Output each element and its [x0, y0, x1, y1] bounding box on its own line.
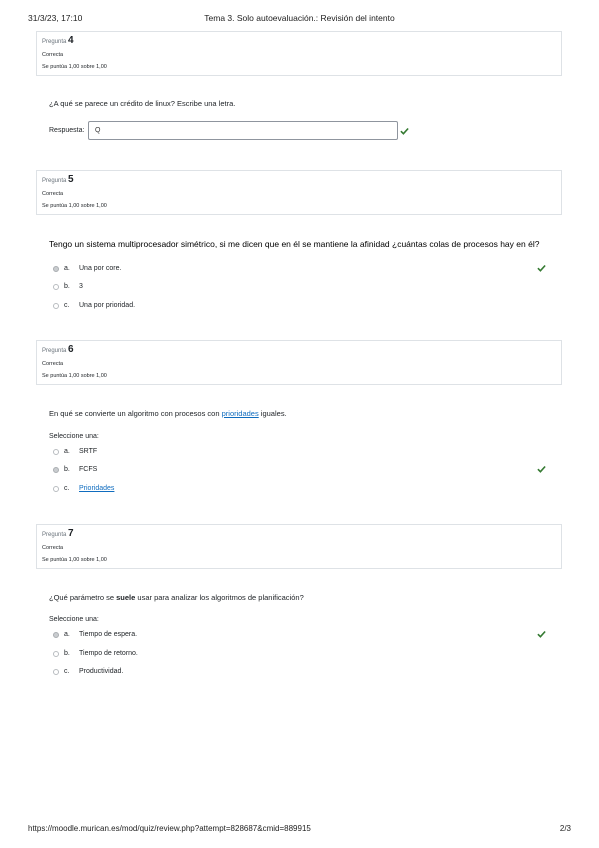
option-text — [79, 485, 114, 492]
radio-button[interactable] — [53, 651, 59, 657]
page-number: 2/3 — [559, 824, 571, 833]
question-number: Pregunta 6 — [42, 344, 74, 355]
question-text: En qué se convierte un algoritmo con procesos con prioridades iguales. — [49, 409, 287, 418]
radio-button[interactable] — [53, 449, 59, 455]
radio-button[interactable] — [53, 266, 59, 272]
answer-label: Respuesta: — [49, 127, 85, 134]
option-text: FCFS — [79, 466, 98, 473]
option-text: SRTF — [79, 448, 98, 455]
option-letter: a. — [64, 265, 70, 272]
question-state: Correcta — [42, 52, 64, 58]
radio-button[interactable] — [53, 303, 59, 309]
question-info-5 — [36, 170, 562, 215]
option-letter: a. — [64, 631, 70, 638]
print-title: Tema 3. Solo autoevaluación.: Revisión del intento — [204, 13, 395, 23]
option-letter: c. — [64, 668, 70, 675]
radio-button[interactable] — [53, 467, 59, 473]
question-number: Pregunta 4 — [42, 35, 74, 46]
check-icon — [537, 630, 546, 638]
option-text: Una por core. — [79, 265, 122, 272]
select-prompt: Seleccione una: — [49, 616, 99, 623]
question-grade: Se puntúa 1,00 sobre 1,00 — [42, 64, 107, 70]
question-number: Pregunta 7 — [42, 528, 74, 539]
question-info-7 — [36, 524, 562, 569]
radio-button[interactable] — [53, 632, 59, 638]
option-text: Productividad. — [79, 668, 124, 675]
question-text: Tengo un sistema multiprocesador simétrico, si me dicen que en él se mantiene la afinidad ¿cuántas colas de procesos hay en él? — [49, 239, 540, 249]
question-info-4 — [36, 31, 562, 76]
option-letter: b. — [64, 466, 70, 473]
radio-button[interactable] — [53, 284, 59, 290]
option-text: Una por prioridad. — [79, 302, 136, 309]
check-icon — [400, 127, 409, 135]
option-text: 3 — [79, 283, 83, 290]
check-icon — [537, 465, 546, 473]
option-letter: c. — [64, 485, 70, 492]
option-letter: c. — [64, 302, 70, 309]
question-grade: Se puntúa 1,00 sobre 1,00 — [42, 557, 107, 563]
print-date: 31/3/23, 17:10 — [28, 13, 83, 23]
print-header — [28, 13, 571, 25]
glossary-link[interactable]: Prioridades — [79, 485, 115, 492]
option-text: Tiempo de retorno. — [79, 650, 138, 657]
option-letter: b. — [64, 650, 70, 657]
question-number: Pregunta 5 — [42, 174, 74, 185]
question-state: Correcta — [42, 545, 64, 551]
question-grade: Se puntúa 1,00 sobre 1,00 — [42, 373, 107, 379]
radio-button[interactable] — [53, 669, 59, 675]
option-text: Tiempo de espera. — [79, 631, 138, 638]
question-state: Correcta — [42, 361, 64, 367]
question-text: ¿Qué parámetro se suele usar para analizar los algoritmos de planificación? — [49, 593, 304, 602]
question-text: ¿A qué se parece un crédito de linux? Escribe una letra. — [49, 99, 236, 108]
select-prompt: Seleccione una: — [49, 433, 99, 440]
answer-input[interactable] — [88, 121, 398, 140]
glossary-link[interactable]: prioridades — [221, 409, 259, 418]
print-url: https://moodle.murican.es/mod/quiz/review.php?attempt=828687&cmid=889915 — [28, 824, 311, 833]
option-letter: a. — [64, 448, 70, 455]
check-icon — [537, 264, 546, 272]
question-grade: Se puntúa 1,00 sobre 1,00 — [42, 203, 107, 209]
radio-button[interactable] — [53, 486, 59, 492]
question-info-6 — [36, 340, 562, 385]
option-letter: b. — [64, 283, 70, 290]
question-state: Correcta — [42, 191, 64, 197]
